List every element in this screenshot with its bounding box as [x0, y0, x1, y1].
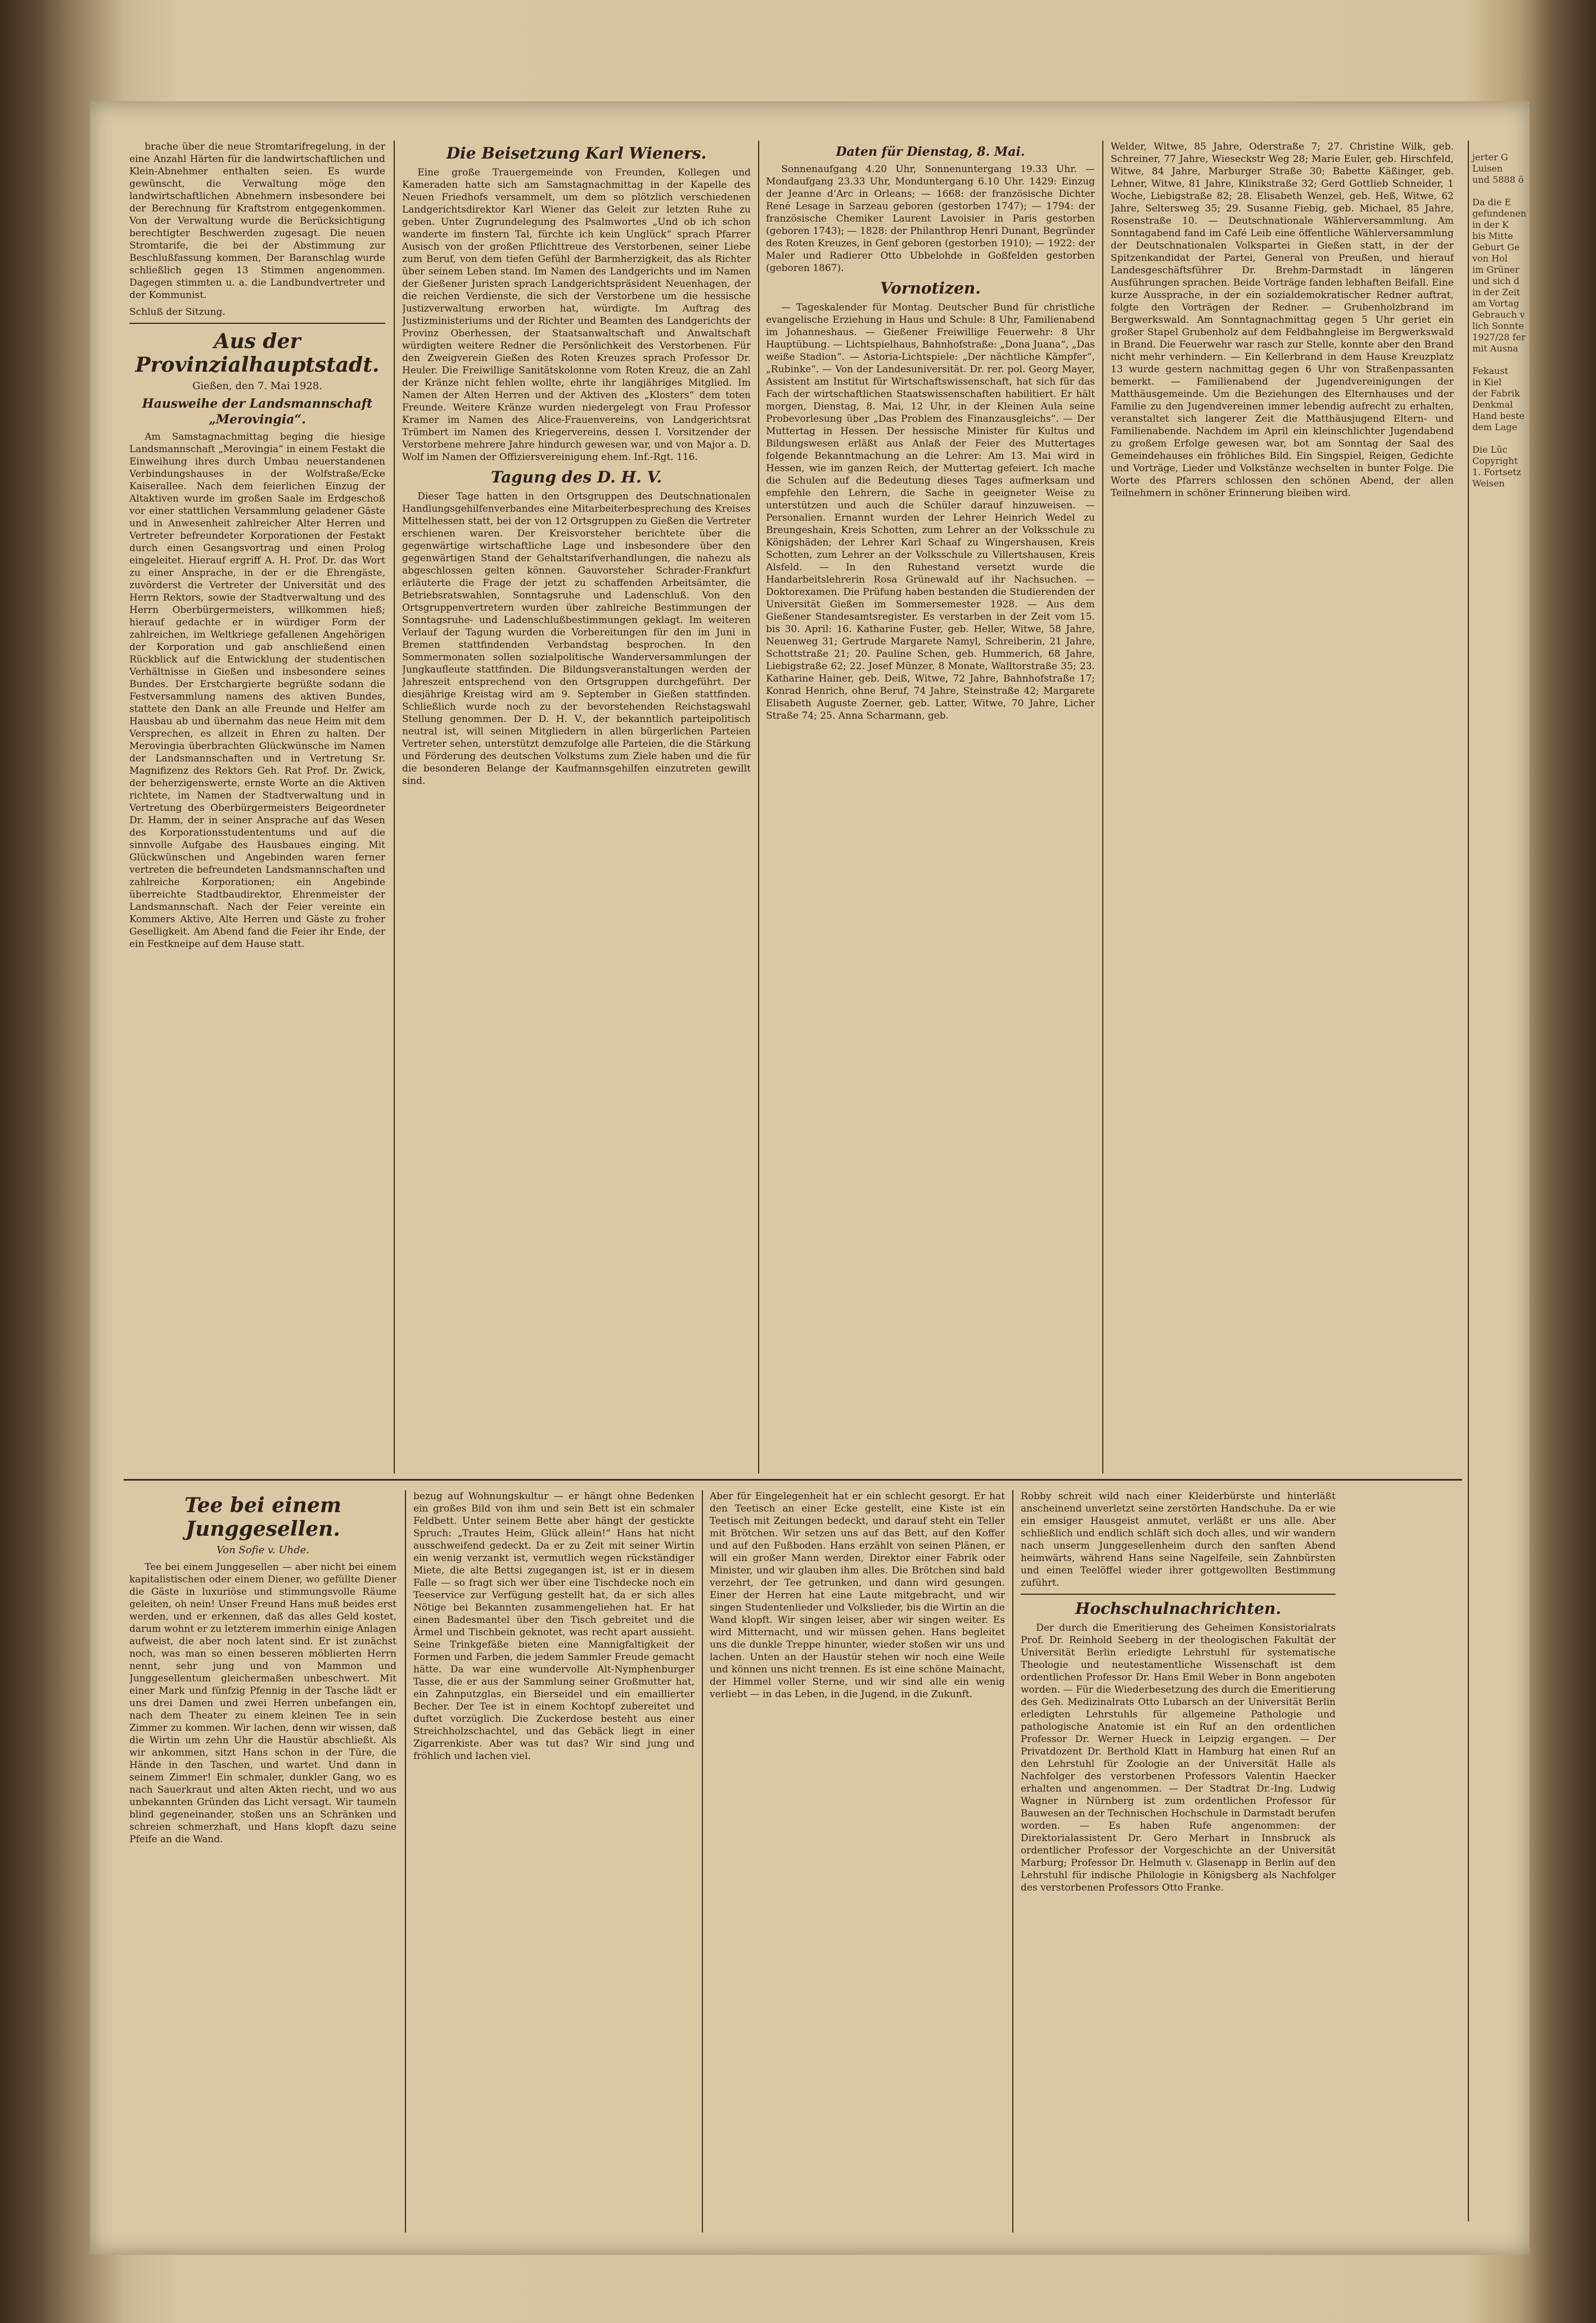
adjacent-page-edge — [1468, 141, 1529, 2221]
column-rule — [1012, 1490, 1013, 2232]
column-3 — [766, 141, 1095, 1473]
local-notes: Welder, Witwe, 85 Jahre, Oderstraße 7; 27. Christine Wilk, geb. Schreiner, 77 Jahre, Wieseckstr Weg 28; Marie Euler, geb. Hirschfeld, Witwe, 84 Jahre, Marburger Straße 30; Babette Käßinger, geb. Lehner, Witwe, 81 Jahre, Klinikstraße 32; Gerd Gottlieb Schneider, 1 Woche, Liebigstraße 82; 28. Elisabeth Wenzel, geb. Heß, Witwe, 62 Jahre, Seltersweg 35; 29. Susanne Fiebig, geb. Michael, 85 Jahre, Rosenstraße 10. — Deutschnationale Wählerversammlung. Am Sonntagabend fand im Café Leib eine öffentliche Wählerversammlung der Deutschnationalen Volkspartei in Gießen statt, in der der Spitzenkandidat der Partei, General von Preußen, und hierauf Landesgeschäftsführer Dr. Brehm-Darmstadt in längeren Ausführungen sprachen. Beide Vorträge fanden lebhaften Beifall. Eine kurze Aussprache, in der ein sozialdemokratischer Redner auftrat, folgte den Vorträgen der Redner. — Grubenholzbrand im Bergwerkswald. Am Sonntagnachmittag gegen 5 Uhr geriet ein großer Stapel Grubenholz auf dem Feldbahngleise im Bergwerkswald in Brand. Die Feuerwehr war rasch zur Stelle, konnte aber den Brand nicht mehr verhindern. — Ein Kellerbrand in dem Hause Kreuzplatz 13 wurde gestern nachmittag gegen 6 Uhr von Straßenpassanten bemerkt. — Familienabend der Jugendvereinigungen der Matthäusgemeinde. Um die Beziehungen des Elternhauses und der Familie zu den Jugendvereinen immer lebendig aufrecht zu erhalten, veranstaltet sich langerer Zeit die Matthäusjugend Eltern- und Familienabende. Nachdem im April ein kleinschlichter Jugendabend zu großem Erfolge gewesen war, bot am Sonntag der Saal des Gemeindehauses ein fröhliches Bild. Ein Singspiel, Reigen, Gedichte und Vorträge, Lieder und Volkstänze wechselten in bunter Folge. Die Worte des Pfarrers schlossen den schönen Abend, der allen Teilnehmern in schöner Erinnerung bleiben wird. — [1111, 141, 1454, 499]
dateline: Gießen, den 7. Mai 1928. — [192, 380, 323, 392]
feuilleton-divider — [124, 1479, 1462, 1481]
article-body: Am Samstagnachmittag beging die hiesige Landsmannschaft „Merovingia“ in einem Festakt die Einweihung ihres durch Umbau neuerstandenen Verbindungshauses in der Wolfstraße/Ecke Kaiserallee. Nach dem feierlichen Einzug der Altaktiven wurde im großen Saale im Erdgeschoß vor einer stattlichen Versammlung geladener Gäste und in Anwesenheit zahlreicher Alter Herren und Vertreter befreundeter Korporationen der Festakt durch einen Gesangsvortrag und einen Prolog eingeleitet. Hierauf ergriff A. H. Prof. Dr. das Wort zu einer Ansprache, in der er die Ehrengäste, zuvörderst die Vertreter der Universität und des Herrn Rektors, sowie der Stadtverwaltung und des Herrn Oberbürgermeisters, willkommen hieß; hierauf gedachte er in würdiger Form der zahlreichen, im Weltkriege gefallenen Angehörigen der Korporation und gab anschließend einen Rückblick auf die Entwicklung der studentischen Verhältnisse in Gießen und insbesondere seines Bundes. Der Erstchargierte begrüßte sodann die Festversammlung namens des aktiven Bundes, stattete den Dank an alle Freunde und Helfer am Hausbau ab und übernahm das neue Heim mit dem Versprechen, es allzeit in Ehren zu halten. Der Merovingia überbrachten Glückwünsche im Namen der Landsmannschaften und in Vertretung Sr. Magnifizenz des Rektors Geh. Rat Prof. Dr. Zwick, der beherzigenswerte, ernste Worte an die Aktiven richtete, im Namen der Stadtverwaltung und in Vertretung des Oberbürgermeisters Beigeordneter Dr. Hamm, der in seiner Ansprache auf das Wesen des Korporationsstudententums und auf die sinnvolle Aufgabe des Hausbaues einging. Mit Glückwünschen und Angebinden waren ferner vertreten die befreundeten Landsmannschaften und zahlreiche Korporationen; ein Angebinde überreichte Stadtbaudirektor, Ehrenmeister der Landsmannschaft. Nach der Feier vereinte ein Kommers Aktive, Alte Herren und Gäste zu froher Geselligkeit. Am Abend fand die Feier ihr Ende, der ein Festkneipe auf dem Hause statt. — [129, 431, 385, 950]
almanac-text: Sonnenaufgang 4.20 Uhr, Sonnenuntergang 19.33 Uhr. — Mondaufgang 23.33 Uhr, Monduntergang 6.10 Uhr. 1429: Einzug der Jeanne d’Arc in Orleans; — 1668: der französische Dichter René Lesage in Sarzeau geboren (gestorben 1747); — 1794: der französische Chemiker Laurent Lavoisier in Paris gestorben (geboren 1743); — 1828: der Philanthrop Henri Dunant, Begründer des Roten Kreuzes, in Genf geboren (gestorben 1910); — 1922: der Maler und Radierer Otto Ubbelohde in Goßfelden gestorben (geboren 1867). — [766, 164, 1095, 274]
local-notes: — Tageskalender für Montag. Deutscher Bund für christliche evangelische Erziehung in Haus und Schule: 8 Uhr, Familienabend im Johanneshaus. — Gießener Freiwillige Feuerwehr: 8 Uhr Hauptübung. — Lichtspielhaus, Bahnhofstraße: „Dona Juana“, „Das weiße Stadion“. — Astoria-Lichtspiele: „Der nächtliche Kämpfer“, „Rubinke“. — Von der Landesuniversität. Dr. rer. pol. Georg Mayer, Assistent am Institut für Wirtschaftswissenschaft, hat sich für das Fach der wirtschaftlichen Staatswissenschaften habilitiert. Er hält morgen, Dienstag, 8. Mai, 12 Uhr, in der Kleinen Aula seine Probevorlesung über „Das Problem des Finanzausgleichs“. — Der Muttertag in Hessen. Der hessische Minister für Kultus und Bildungswesen erläßt aus Anlaß der Feier des Muttertages folgende Bekanntmachung an die Lehrer: Am 13. Mai wird in Hessen, wie im ganzen Reich, der Muttertag gefeiert. Ich mache die Schulen auf die Bedeutung dieses Tages aufmerksam und empfehle den Lehrern, die Sache in geeigneter Weise zu unterstützen und auch die Schüler darauf hinzuweisen. — Personalien. Ernannt wurden der Lehrer Heinrich Wedel zu Breungeshain, Kreis Schotten, zum Lehrer an der Volksschule zu Königshäden; der Lehrer Karl Schaaf zu Wingershausen, Kreis Schotten, zum Lehrer an der Volksschule zu Villertshausen, Kreis Alsfeld. — In den Ruhestand versetzt wurde die Handarbeitslehrerin Rosa Grünewald auf ihr Nachsuchen. — Doktorexamen. Die Prüfung haben bestanden die Studierenden der Universität Gießen im Sommersemester 1928. — Aus dem Gießener Standesamtsregister. Es verstarben in der Zeit vom 15. bis 30. April: 16. Katharine Fuster, geb. Heller, Witwe, 58 Jahre, Neuenweg 31; Gertrude Margarete Namyl, Schreiberin, 21 Jahre, Schottstraße 21; 20. Pauline Schen, geb. Hummerich, 68 Jahre, Liebigstraße 62; 22. Josef Münzer, 8 Monate, Walltorstraße 35; 23. Katharine Hainer, geb. Deiß, Witwe, 72 Jahre, Bahnhofstraße 17; Konrad Henrich, ohne Beruf, 74 Jahre, Steinstraße 42; Margarete Elisabeth Auguste Zoerner, geb. Latter, Witwe, 70 Jahre, Licher Straße 74; 25. Anna Scharmann, geb. — [766, 302, 1095, 721]
section-heading: Aus der Provinzialhauptstadt. — [129, 323, 385, 377]
feuilleton-text: Tee bei einem Junggesellen — aber nicht bei einem kapitalistischen oder einem Diener, wo gefüllte Diener die Gäste in luxuriöse und stimmungsvolle Räume geleiten, oh nein! Unser Freund Hans muß beides erst werden, und er erkennen, daß das alles Geld kostet, darum wohnt er zu letzterem immerhin einige Anlagen aufweist, die aber noch latent sind. Er ist zunächst noch, was man so einen besseren möblierten Herrn nennt, sehr jung und von Mammon und Junggesellentum gleichermaßen unbeschwert. Mit einer Mark und fünfzig Pfennig in der Tasche lädt er uns drei Damen und zwei Herren unbefangen ein, nach dem Theater zu einem kleinen Tee in sein Zimmer zu kommen. Wir lachen, denn wir wissen, daß die Wirtin um zehn Uhr die Haustür abschließt. Als wir ankommen, sitzt Hans schon in der Türe, die Hände in den Taschen, und wartet. Und dann in seinem Zimmer! Ein schmaler, dunkler Gang, wo es nach Sauerkraut und alten Akten riecht, und wo aus unbekannten Gründen das Licht versagt. Wir taumeln blind gegeneinander, stoßen uns an Schränken und schreien schmerzhaft, und Hans klopft dazu seine Pfeife an die Wand. — [129, 1562, 396, 1845]
feuilleton-title: Tee bei einem Junggesellen. — [184, 1494, 342, 1541]
feuilleton-column-4 — [1021, 1490, 1336, 2232]
section-heading: Vornotizen. — [880, 279, 981, 297]
column-rule — [758, 141, 759, 1473]
article-body: Eine große Trauergemeinde von Freunden, Kollegen und Kameraden hatte sich am Samstagnachmittag in der Kapelle des Neuen Friedhofs versammelt, um dem so plötzlich verschiedenen Landgerichtsdirektor Karl Wiener das Geleit zur letzten Ruhe zu geben. Unter Zugrundelegung des Psalmwortes „Und ob ich schon wanderte im finstern Tal, fürchte ich kein Unglück“ sprach Pfarrer Ausisch von der großen Pflichttreue des Verstorbenen, seiner Liebe zum Beruf, von dem tiefen Gefühl der Barmherzigkeit, das als Richter über seinem Leben stand. Im Namen des Landgerichts und im Namen der Gießener Juristen sprach Landgerichtspräsident Neuenhagen, der die reichen Verdienste, die sich der Verstorbene um die hessische Justizverwaltung erworben hat, würdigte. Im Auftrag des Justizministeriums und der Richter und Beamten des Landgerichts der Provinz Oberhessen, der Staatsanwaltschaft und Anwaltschaft würdigten weitere Redner die Persönlichkeit des Verstorbenen. Für den Zweigverein Gießen des Roten Kreuzes sprach Professor Dr. Heuler. Die Freiwillige Sanitätskolonne vom Roten Kreuz, die an Zahl der Kränze nicht fehlen wollte, ehrte ihr langjähriges Mitglied. Im Namen der Alten Herren und der Aktiven des „Klosters“ dem toten Freunde. Weitere Kränze wurden niedergelegt von Frau Professor Kramer im Namen des Alice-Frauenvereins, von Landgerichtsrat Trümbert im Namen des Kriegervereins, dessen I. Vorsitzender der Verstorbene mehrere Jahre hindurch gewesen war, und von Major a. D. Wolf im Namen der Offiziersvereinigung ehem. Inf.-Rgt. 116. — [402, 167, 751, 463]
feuilleton-author: Von Sofie v. Uhde. — [216, 1544, 310, 1556]
feuilleton-text: Aber für Eingelegenheit hat er ein schlecht gesorgt. Er hat den Teetisch an einer Ecke gestellt, eine Kiste ist ein Teetisch mit Zeitungen bedeckt, und darauf steht ein Teller mit Brötchen. Wir setzen uns auf das Bett, auf den Koffer und auf den Fußboden. Hans erzählt von seinen Plänen, er will ein großer Mann werden, Direktor einer Fabrik oder Minister, und wir glauben ihm alles. Die Brötchen sind bald verzehrt, der Tee getrunken, und dann wird gesungen. Einer der Herren hat eine Laute mitgebracht, und wir singen Studentenlieder und Volkslieder, bis die Wirtin an die Wand klopft. Wir singen leiser, aber wir singen weiter. Es wird Mitternacht, und wir müssen gehen. Hans begleitet uns die dunkle Treppe hinunter, wieder stoßen wir uns und lachen. Unten an der Haustür stehen wir noch eine Weile und können uns nicht trennen. Es ist eine schöne Mainacht, der Himmel voller Sterne, und wir sind alle ein wenig verliebt — in das Leben, in die Jugend, in die Zukunft. — [710, 1491, 1005, 1700]
university-news: Der durch die Emeritierung des Geheimen Konsistorialrats Prof. Dr. Reinhold Seeberg in der theologischen Fakultät der Universität Berlin erledigte Lehrstuhl für systematische Theologie und neutestamentliche Wissenschaft ist dem ordentlichen Professor Dr. Hans Emil Weber in Bonn angeboten worden. — Für die Wiederbesetzung des durch die Emeritierung des Geh. Medizinalrats Otto Lubarsch an der Universität Berlin erledigten Lehrstuhls für allgemeine Pathologie und pathologische Anatomie ist ein Ruf an den ordentlichen Professor Dr. Werner Hueck in Leipzig ergangen. — Der Privatdozent Dr. Berthold Klatt in Hamburg hat einen Ruf an den Lehrstuhl für Zoologie an der Universität Halle als Nachfolger des verstorbenen Professors Valentin Haecker erhalten und angenommen. — Der Stadtrat Dr.-Ing. Ludwig Wagner in Nürnberg ist zum ordentlichen Professor für Bauwesen an der Technischen Hochschule in Darmstadt berufen worden. — Es haben Rufe angenommen: der Direktorialassistent Dr. Gero Merhart in Innsbruck als ordentlicher Professor der Vorgeschichte an der Universität Marburg; Professor Dr. Helmuth v. Glasenapp in Berlin auf den Lehrstuhl für indische Philologie in Königsberg als Nachfolger des verstorbenen Professors Otto Franke. — [1021, 1622, 1336, 1893]
section-heading: Hochschulnachrichten. — [1021, 1594, 1336, 1618]
column-2 — [402, 141, 751, 1473]
feuilleton-column-1 — [129, 1490, 396, 2232]
adjacent-page-text: jerter G Luisen und 5888 ö Da die E gefundenen in der K bis Mitte Geburt Ge von Hol im Grüner und sich d in der Zeit am Vortag Gebrauch v lich Sonnte 1927/28 fer mit Ausna Fekaust in Kiel der Fabrik Denkmal Hand beste dem Lage Die Lüc Copyright 1. Fortsetz Weisen — [1472, 152, 1527, 489]
council-report-text: brache über die neue Stromtarifregelung, in der eine Anzahl Härten für die landwirtschaftlichen und Klein-Abnehmer enthalten seien. Es wurde gewünscht, die Verwaltung möge den landwirtschaftlichen Abnehmern insbesondere bei der Berechnung für Kraftstrom entgegenkommen. Von der Verwaltung wurde die Berücksichtigung berechtigter Beschwerden zugesagt. Die neuen Stromtarife, die bei der Abstimmung zur Beschlußfassung kommen, Der Baranschlag wurde schließlich gegen 13 Stimmen angenommen. Dagegen stimmten u. a. die Landbundvertreter und der Kommunist. — [129, 141, 385, 301]
column-4 — [1111, 141, 1454, 1473]
column-rule — [1102, 141, 1103, 1473]
column-rule — [702, 1490, 703, 2232]
feuilleton-column-2 — [413, 1490, 695, 2232]
feuilleton-text: Robby schreit wild nach einer Kleiderbürste und hinterläßt anscheinend unverletzt seine zerstörten Handschuhe. Da er wie ein emsiger Hausgeist anmutet, verläßt er uns alle. Aber schließlich und endlich schläft sich doch alles, und wir wandern nach unserm Junggesellenheim durch den sanften Abend heimwärts, während Hans seine Nagelfeile, sein Zahnbürsten und einen Teelöffel wieder ihrer gottgewollten Bestimmung zuführt. — [1021, 1491, 1336, 1589]
article-heading: Daten für Dienstag, 8. Mai. — [836, 145, 1025, 159]
article-heading: Hausweihe der Landsmannschaft „Merovingia“. — [142, 396, 373, 427]
newspaper-page — [90, 101, 1530, 2255]
article-body: Dieser Tage hatten in den Ortsgruppen des Deutschnationalen Handlungsgehilfenverbandes eine Mitarbeiterbesprechung des Kreises Mittelhessen statt, bei der von 12 Ortsgruppen zu Gießen die Vertreter erschienen waren. Der Kreisvorsteher berichtete über die gegenwärtige wirtschaftliche Lage und insbesondere über den gegenwärtigen Stand der Gehaltstarifverhandlungen, die nahezu als abgeschlossen gelten können. Gauvorsteher Schrader-Frankfurt erläuterte die Frage der jetzt zu schaffenden Arbeitsämter, die Betriebsratswahlen, Sonntagsruhe und Ladenschluß. Von den Ortsgruppenvertretern wurden über zahlreiche Bestimmungen der Sonntagsruhe- und Ladenschlußbestimmungen geklagt. Im weiteren Verlauf der Tagung wurden die Vorbereitungen für den im Juni in Bremen stattfindenden Verbandstag besprochen. In den Sommermonaten sollen sozialpolitische Wanderversammlungen der Jungkaufleute stattfinden. Die Bildungsveranstaltungen werden der Jahreszeit entsprechend von den Ortsgruppen durchgeführt. Der diesjährige Kreistag wird am 9. September in Gießen stattfinden. Schließlich wurde noch zu der bevorstehenden Reichstagswahl Stellung genommen. Der D. H. V., der bekanntlich parteipolitisch neutral ist, will seinen Mitgliedern in allen bürgerlichen Parteien Vertreter sehen, unterstützt demzufolge alle Parteien, die die Stärkung und Förderung des deutschen Volkstums zum Ziele haben und die für die besonderen Belange der Kaufmannsgehilfen einzutreten gewillt sind. — [402, 491, 751, 787]
article-heading: Tagung des D. H. V. — [490, 468, 662, 486]
column-1 — [129, 141, 385, 1473]
closing-line: Schluß der Sitzung. — [129, 306, 226, 318]
column-rule — [394, 141, 395, 1473]
column-rule — [405, 1490, 406, 2232]
article-heading: Die Beisetzung Karl Wieners. — [446, 144, 707, 163]
feuilleton-text: bezug auf Wohnungskultur — er hängt ohne Bedenken ein großes Bild von ihm und sein Bett ist ein schmaler Feldbett. Unter seinem Bette aber hängt der gestickte Spruch: „Trautes Heim, Glück allein!“ Hans hat nicht ausschweifend gedeckt. Da er zu Zeit mit seiner Wirtin ein wenig verzankt ist, vermutlich wegen rückständiger Miete, die alte Bettsi zugegangen ist, ist er in diesem Falle — so fragt sich wer über eine Tischdecke noch ein Teeservice zur Verfügung gestellt hat, da er sich alles Nötige bei Bekannten zusammengeliehen hat. Er hat einen Badesmantel über den Tisch gebreitet und die Ärmel und Tischbein geknotet, was recht apart aussieht. Seine Trinkgefäße bieten eine Mannigfaltigkeit der Formen und Farben, die jedem Sammler Freude gemacht hätte. Da war eine wundervolle Alt-Nymphenburger Tasse, die er aus der Sammlung seiner Großmutter hat, ein Zahnputzglas, ein Bierseidel und ein emaillierter Becher. Der Tee ist in einem Kochtopf zubereitet und duftet vorzüglich. Die Zuckerdose besteht aus einer Streichholzschachtel, und das Gebäck liegt in einer Zigarrenkiste. Aber was tut das? Wir sind jung und fröhlich und lachen viel. — [413, 1491, 695, 1762]
feuilleton-column-3 — [710, 1490, 1005, 2232]
